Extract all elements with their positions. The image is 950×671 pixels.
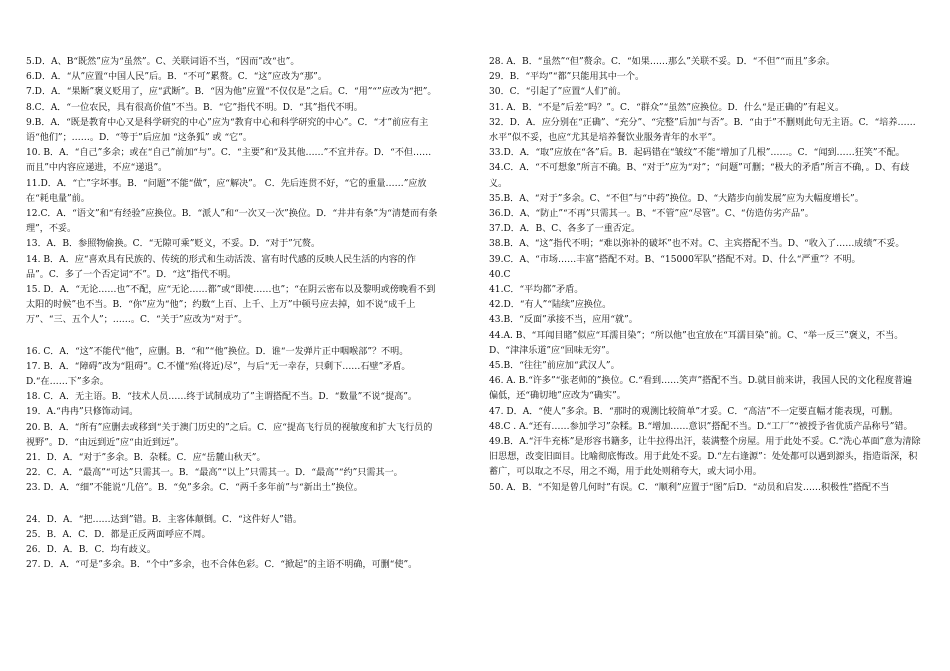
- answer-column-right: [489, 55, 921, 496]
- answer-item-7: 7.D．A．“果断”褒义贬用了，应“武断”。B．“因为他”应置“不仅仅是”之后。C．“用”“”应改为“把”。: [26, 87, 437, 98]
- answer-item-27: 27. D．A．“可是”多余。B．“个中”多余，也不合体色彩。C．“掀起”的主语不明确，可删“使”。: [26, 560, 418, 571]
- answer-item-8: 8.C．A．“一位农民，具有很高价值”不当。B．“它”指代不明。D．“其”指代不明。: [26, 102, 363, 113]
- answer-item-24: 24．D．A．“把……达到”错。B．主客体颠倒。C．“这件好人”错。: [26, 514, 302, 525]
- answer-item-43: 43.B．“反面”承接不当，应用“就”。: [489, 315, 638, 326]
- answer-column-left: [26, 55, 438, 574]
- answer-item-19: 19．A.“冉冉”只修饰动词。: [26, 407, 139, 418]
- answer-item-15: 15. D．A．“无论……也”不配，应“无论……都”或“即使……也”；“在阴云密布以及黎明或傍晚看不到太阳的时候”也不当。B．“你”应为“他”；约数“上百、上千、上万”中顿号应去掉，如不说“成千上万”、“三、五个人”；……。C．“关于”应改为“对于”。: [26, 285, 436, 326]
- answer-item-45: 45.B．“往往”前应加“武汉人”。: [489, 361, 620, 372]
- answer-item-17: 17. B．A．“障碍”改为“阻碍”。C.不懂“殆(将近)尽”，与后“无一幸存，只剩下……石壁”矛盾。 D.“在……下”多余。: [26, 361, 411, 388]
- answer-item-36: 36.D．A、“防止”“不再”只需其一。B、“不管”应“尽管”。C、“仿造仿劣产品”。: [489, 209, 814, 220]
- answer-item-37: 37.D．A．B、C、各多了一重否定。: [489, 224, 641, 235]
- answer-item-22: 22．C．A．“最高”“可达”只需其一。B．“最高”“以上”只需其一。D．“最高”“约”只需其一。: [26, 468, 403, 479]
- answer-item-35: 35.B．A、“对于”多余。C、“不但”与“中药”换位。D、“大踏步向前发展”应为大幅度增长”。: [489, 193, 864, 204]
- answer-item-47: 47. D．A．“使人”多余。B．“那时的观测比较简单”才妥。C．“高洁”不一定要直幅才能表现，可删。: [489, 406, 899, 417]
- answer-item-28: 28. A．B．“虽然”“但”赘余。C．“如果……那么”关联不妥。D．“不但”“而且”多余。: [489, 57, 835, 67]
- answer-item-40: 40.C: [489, 269, 511, 280]
- answer-item-9: 9.B．A．“既是教育中心又是科学研究的中心”应为“教育中心和科学研究的中心”。C．“才”前应有主语“他们”；……。D．“等于”后应加 “这条狐” 或 “它”。: [26, 117, 429, 144]
- answer-item-10: 10. B．A．“自己”多余；或在“自己”前加“与”。C．“主要”和“及其他……”不宜并存。D．“不但……而且”中内容应递进，不应“递退”。: [26, 148, 432, 174]
- answer-item-50: 50. A．B．“不知是曾几何时”有误。C．“顺利”应置于“图”后D．“动员和启发……积极性”搭配不当: [489, 482, 890, 493]
- answer-item-26: 26．D．A．B．C．均有歧义。: [26, 545, 157, 556]
- answer-item-48: 48.C . A.“还有……参加学习”杂糅。B.“增加……意识”搭配不当。D.“工厂”“被授予省优质产品称号”错。: [489, 421, 913, 432]
- answer-item-29: 29．B．“平均”“都”只能用其中一个。: [489, 72, 645, 83]
- answer-item-49: 49.B．A.“汗牛充栋”是形容书籍多，让牛拉得出汗，装满整个房屋。用于此处不妥。C.“洗心革面”意为清除旧思想，改变旧面目。比喻彻底悔改。用于此处不妥。D.“左右逢源”：处处都可以遇到源头，指造诣深，积蓄广，可以取之不尽，用之不竭，用于此处则稍夸大，或大词小用。: [489, 437, 921, 478]
- answer-item-14: 14. B．A．应“喜欢具有民族的、传统的形式和生动活泼、富有时代感的反映人民生活的内容的作品”。C．多了一个否定词“不”。D．“这”指代不明。: [26, 254, 416, 280]
- answer-item-32: 32．D．A．应分别在“正确”、“充分”、“完整”后加“与否”。B．“由于”不删则此句无主语。C．“培养……水平”似不妥，也应“尤其是培养餐饮业服务青年的水平”。: [489, 117, 916, 144]
- answer-item-38: 38.B．A、“这”指代不明；“难以弥补的破坏”也不对。C、主宾搭配不当。D、“收入了……成绩”不妥。: [489, 239, 905, 250]
- answer-item-20: 20. B．A．“所有”应删去或移到“关于澳门历史的”之后。C．应“提高飞行员的视敏度和扩大飞行员的视野”。D．“由远到近”应“由近到远”。: [26, 422, 433, 448]
- answer-item-25: 25．B．A．C．D．都是正反两面呼应不周。: [26, 529, 211, 540]
- answer-item-31: 31. A．B．“不是”后差“吗？”。C．“群众”“虽然”应换位。D．什么“是正确的”有起义。: [489, 102, 845, 113]
- answer-item-12: 12.C．A．“语文”和“有经验”应换位。B．“派人”和“一次又一次”换位。D．“井井有条”为“清楚而有条理”，不妥。: [26, 209, 438, 235]
- answer-item-21: 21．D．A．“对于”多余。B．杂糅。C．应“岳麓山秋天”。: [26, 453, 266, 464]
- answer-item-18: 18. C．A．无主语。B．“技术人员……终于试制成功了”主谓搭配不当。D．“数量”不说“提高”。: [26, 392, 418, 403]
- answer-item-30: 30．C．“引起了”应置“人们”前。: [489, 87, 627, 98]
- answer-item-5: 5.D．A、B“既然”应为“虽然”。C、关联词语不当，“因而”改“也”。: [26, 57, 300, 67]
- answer-item-34: 34.C．A．“不可想象”所言不确。B、“对于”应为“对”；“问题”可删；“极大的矛盾”所言不确，。D、有歧义。: [489, 163, 910, 189]
- answer-item-6: 6.D．A．“从”应置“中国人民”后。B．“不可”累赘。C．“这”应改为“那”。: [26, 72, 327, 83]
- answer-item-42: 42.D．“有人”“陆续”应换位。: [489, 300, 612, 311]
- answer-item-39: 39.C．A、“市场……丰富”搭配不对。B、“15000军队”搭配不对。D、什么“严重”？不明。: [489, 254, 861, 265]
- answer-item-23: 23. D．A．“细”不能说“几倍”。B．“免”多余。C．“两千多年前”与“新出土”换位。: [26, 483, 363, 494]
- answer-item-33: 33.D．A．“取”应放在“各”后。B．起码错在“皱纹”不能“增加了几根”……。C．“闻到……狂笑”不配。: [489, 148, 905, 159]
- answer-item-13: 13．A．B．参照物偷换。C．“无隙可乘”贬义，不妥。D．“对于”冗赘。: [26, 239, 321, 250]
- answer-item-46: 46. A. B.“许多”“张老师的”换位。C.“看到……笑声”搭配不当。D.就目前来讲，我国人民的文化程度普遍偏低，还“确切地”应改为“确实”。: [489, 376, 913, 402]
- answer-item-44: 44.A. B、“耳闻目睹”似应“耳濡目染”；“所以他”也宜放在“耳濡目染”前。C、“举一反三”褒义，不当。D、“津津乐道”应“回味无穷”。: [489, 330, 904, 356]
- answer-item-41: 41.C．“平均都”矛盾。: [489, 285, 584, 296]
- answer-item-16: 16. C．A．“这”不能代“他”，应删。B．“和”“他”换位。D．谁“一发弹片正中咽喉部”？不明。: [26, 346, 409, 357]
- answer-item-11: 11.D．A．“亡”字坏事。B．“问题”不能“做”，应“解决”。 C．先后连贯不好，“它的重量……”应放在“耗电量”前。: [26, 178, 427, 204]
